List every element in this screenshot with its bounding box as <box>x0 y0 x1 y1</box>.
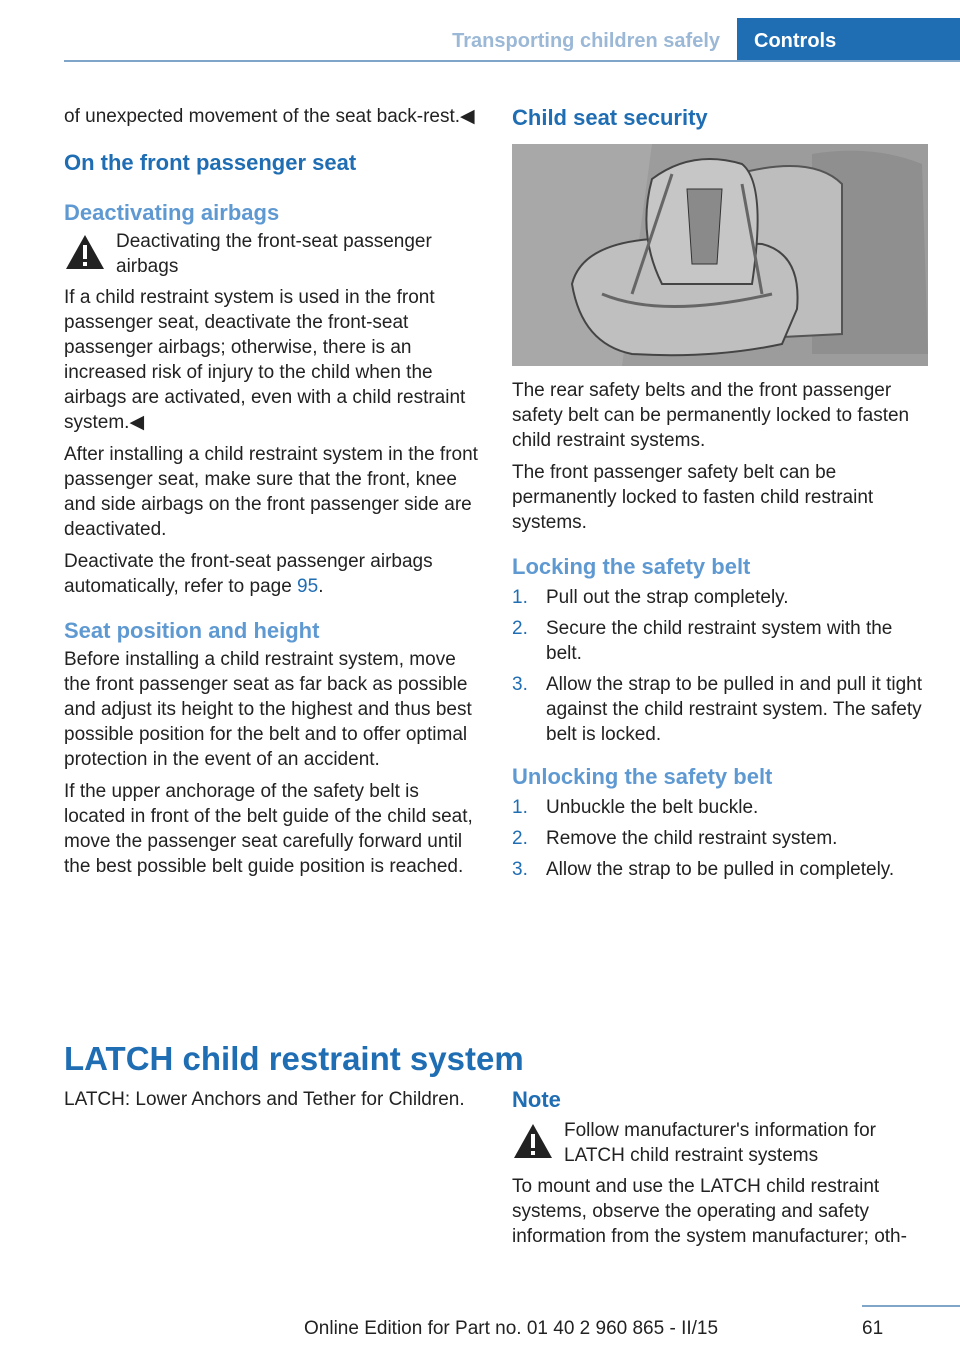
latch-heading: LATCH child restraint system <box>64 1040 524 1077</box>
locking-heading: Locking the safety belt <box>512 554 751 579</box>
step-text: Pull out the strap completely. <box>546 587 789 608</box>
edition-text: Online Edition for Part no. 01 40 2 960 865 - II/15 <box>304 1318 719 1339</box>
latch-intro-text: LATCH: Lower Anchors and Tether for Children. <box>64 1089 465 1110</box>
belts-paragraph: The rear safety belts and the front passenger safety belt can be permanently locked to fasten child restraint systems. <box>512 380 910 451</box>
latch-warning-text: Follow manufacturer's information for LATCH child restraint systems <box>564 1120 876 1166</box>
step-number: 1. <box>512 797 528 818</box>
step-text: Secure the child restraint system with the belt. <box>546 618 893 664</box>
page-reference-link[interactable]: 95 <box>297 576 319 597</box>
upper-anchorage-paragraph: If the upper anchorage of the safety belt is located in front of the belt guide of the child seat, move the passenger seat carefully forward until the best possible belt guide position is reached. <box>64 781 473 877</box>
note-paragraph: To mount and use the LATCH child restraint systems, observe the operating and safety information from the system manufacturer; oth- <box>512 1176 907 1247</box>
step-number: 2. <box>512 828 528 849</box>
step-number: 3. <box>512 674 528 695</box>
child-seat-illustration <box>512 144 928 366</box>
right-column <box>512 104 930 888</box>
page-number: 61 <box>862 1318 884 1339</box>
latch-warning <box>512 1122 930 1168</box>
after-install-paragraph: After installing a child restraint system in the front passenger seat, make sure that the front, knee and side airbags on the front passenger side are deactivated. <box>64 444 478 540</box>
step-text: Allow the strap to be pulled in and pull it tight against the child restraint system. The safety belt is locked. <box>546 674 923 745</box>
latch-intro <box>64 1087 474 1119</box>
latch-note <box>512 1086 930 1256</box>
list-item <box>512 616 930 666</box>
list-item <box>512 826 930 851</box>
airbag-warning <box>64 233 482 279</box>
seat-position-paragraph: Before installing a child restraint system, move the front passenger seat as far back as possible and adjust its height to the highest and thus best possible position for the belt and to offer optimal protection in the event of an accident. <box>64 649 472 770</box>
warning-icon <box>512 1122 554 1160</box>
step-number: 2. <box>512 618 528 639</box>
list-item <box>512 585 930 610</box>
footer-rule <box>862 1305 960 1307</box>
step-text: Allow the strap to be pulled in completely. <box>546 859 895 880</box>
front-seat-heading: On the front passenger seat <box>64 150 357 175</box>
locking-steps <box>512 585 930 747</box>
auto-deactivate-paragraph <box>64 549 482 599</box>
warning-icon <box>64 233 106 271</box>
left-column <box>64 104 482 886</box>
step-text: Unbuckle the belt buckle. <box>546 797 759 818</box>
page-ref-suffix: . <box>318 576 324 597</box>
intro-text: of unexpected movement of the seat back-rest.◀ <box>64 106 475 127</box>
list-item <box>512 857 930 882</box>
airbag-warning-text: Deactivating the front-seat passenger airbags <box>116 231 432 277</box>
auto-deactivate-text: Deactivate the front-seat passenger airbags automatically, refer to page <box>64 551 433 597</box>
step-text: Remove the child restraint system. <box>546 828 838 849</box>
list-item <box>512 795 930 820</box>
seat-position-heading: Seat position and height <box>64 618 320 643</box>
step-number: 1. <box>512 587 528 608</box>
header-rule <box>64 60 960 62</box>
list-item <box>512 672 930 747</box>
note-heading: Note <box>512 1087 561 1112</box>
section-title: Transporting children safely <box>452 30 720 52</box>
unlocking-heading: Unlocking the safety belt <box>512 764 773 789</box>
deactivating-airbags-heading: Deactivating airbags <box>64 200 280 225</box>
front-belt-paragraph: The front passenger safety belt can be permanently locked to fasten child restraint systems. <box>512 462 874 533</box>
airbag-paragraph: If a child restraint system is used in the front passenger seat, deactivate the front-seat passenger airbags; otherwise, there is an increased risk of injury to the child when the airbags are activated, even with a child restraint system.◀ <box>64 287 466 433</box>
child-seat-heading: Child seat security <box>512 105 708 130</box>
step-number: 3. <box>512 859 528 880</box>
unlocking-steps <box>512 795 930 882</box>
chapter-tab: Controls <box>737 18 960 62</box>
